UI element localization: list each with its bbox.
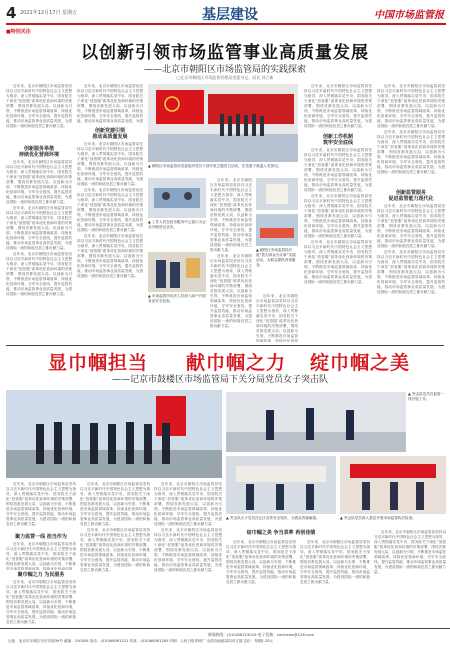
article1-heading-2: 创新党建引领 推动高质量发展 [92,128,128,140]
paragraph: 近年来，北京市朝阳区市场监管局坚持以习近平新时代中国特色社会主义思想为指导，深入贯彻落实党中央、国务院关于深化“放管服”改革优化营商环境的决策部署，围绕首都发展大局，以创新为引领，不断推进市场监管领域改革，持续优化营商环境，守牢安全底线，提升监管效能，推动市场监管事业高质量发展，为建设国际一流的和谐宜居之都贡献力量。 [377,204,445,248]
photo-caption: ▲ 突击队党员在监管一线开展工作。 [408,392,445,401]
paragraph: 近年来，北京市朝阳区市场监管局坚持以习近平新时代中国特色社会主义思想为指导，深入贯彻落实党中央、国务院关于深化“放管服”改革优化营商环境的决策部署，围绕首都发展大局，以创新为引领，不断推进市场监管领域改革，持续优化营商环境，守牢安全底线，提升监管效能，推动市场监管事业高质量发展，为建设国际一流的和谐宜居之都贡献力量。 [377,250,445,294]
paragraph: 近年来，北京市朝阳区市场监管局坚持以习近平新时代中国特色社会主义思想为指导，深入贯彻落实党中央、国务院关于深化“放管服”改革优化营商环境的决策部署，围绕首都发展大局，以创新为引领，不断推进市场监管领域改革，持续优化营商环境，守牢安全底线，提升监管效能，推动市场监管事业高质量发展，为建设国际一流的和谐宜居之都贡献力量。 [304,84,372,128]
market-check-photo [226,456,336,514]
article-divider [6,345,444,346]
team-group-photo [6,390,222,478]
article1-heading-3: 创新工作机制 筑牢安全底线 [322,134,353,146]
paragraph: 近年来，北京市朝阳区市场监管局坚持以习近平新时代中国特色社会主义思想为指导，深入贯彻落实党中央、国务院关于深化“放管服”改革优化营商环境的决策部署，围绕首都发展大局，以创新为引领，不断推进市场监管领域改革，持续优化营商环境， [6,542,76,570]
article2-title-left: 显巾帼担当 [48,352,149,374]
section-tag: ■特别关注 [6,29,31,35]
article1-heading-4: 创新监管服务 促进监管能力现代化 [388,190,434,202]
paragraph: 近年来，北京市朝阳区市场监管局坚持以习近平新时代中国特色社会主义思想为指导，深入贯彻落实党中央、国务院关于深化“放管服”改革优化营商环境的决策部署，围绕首都发展大局，以创新为引领，不断推进市场监管领域改革，持续优化营商环境，守牢安全底线，提升监管效能，推动市场监管事业高质量发展，为建设国际一流的和谐宜居之都贡献力量。 [6,580,76,624]
article1-col4b-text [304,148,372,342]
article2-col2-text [80,482,150,626]
article2-title-mid: 献巾帼之力 [186,352,287,374]
paragraph: 近年来，北京市朝阳区市场监管局坚持以习近平新时代中国特色社会主义思想为指导，深入贯彻落实党中央、国务院关于深化“放管服”改革优化营商环境的决策部署，围绕首都发展大局，以创新为引领，不断推进市场监管领域改革，持续优化营商环境，守牢安全底线，提升监管效能，推动市场监管事业高质量发展，为建设国际一流的和谐宜居之都贡献力量。 [374,530,446,574]
article2-col1c-text [6,580,76,626]
article1-author: □北京市朝阳区市场监督管理局党委书记、局长 刘立新 [176,75,274,80]
article1-col1b-text [6,160,72,342]
article2-col1b-text [6,542,76,570]
photo-caption: ▲ 市场监管所执法人员深入商户开展食品安全检查。 [148,294,206,303]
paragraph: 近年来，北京市朝阳区市场监管局坚持以习近平新时代中国特色社会主义思想为指导，深入贯彻落实党中央、国务院关于深化“放管服”改革优化营商环境的决策部署，围绕首都发展大局，以创新为引领，不断推进市场监管领域改革，持续优化营商环境，守牢安全底线，提升监管效能，推动市场监管事业高质量发展，为建设国际一流的和谐宜居之都贡献力量。 [304,240,372,284]
article2-col4-text [226,540,296,626]
article2-heading-3: 绽巾帼之美 争当表率 再创佳绩 [246,530,316,536]
article1-heading-1: 创新服务举措 持续优化营商环境 [18,146,59,158]
paragraph: 近年来，北京市朝阳区市场监管局坚持以习近平新时代中国特色社会主义思想为指导，深入贯彻落实党中央、国务院关于深化“放管服”改革优化营商环境的决策部署，围绕首都发展大局，以创新为引领，不断推进市场监管领域改革，持续优化营商环境，守牢安全底线，提升监管效能，推动市场监管事业高质量发展，为建设国际一流的和谐宜居之都贡献力量。 [226,540,296,584]
paragraph: 近年来，北京市朝阳区市场监管局坚持以习近平新时代中国特色社会主义思想为指导，深入贯彻落实党中央、国务院关于深化“放管服”改革优化营商环境的决策部署，围绕首都发展大局，以创新为引领，不断推进市场监管领域改革，持续优化营商环境，守牢安全底线，提升监管效能，推动市场监管事业高质量发展，为建设国际一流的和谐宜居之都贡献力量。 [6,482,76,526]
paragraph: 近年来，北京市朝阳区市场监管局坚持以习近平新时代中国特色社会主义思想为指导，深入贯彻落实党中央、国务院关于深化“放管服”改革优化营商环境的决策部署，围绕首都发展大局，以创新为引领，不断推进市场监管领域改革，持续优化营商环境，守牢安全底线，提升监管效能，推动市场监管事业高质量发展，为建设国际一流的和谐宜居之都贡献力量。 [6,160,72,204]
article1-col3-text [210,178,252,342]
article1-col4-text [304,84,372,132]
article1-col5-text [377,84,445,186]
street-work-photo [226,392,406,452]
paragraph: 近年来，北京市朝阳区市场监管局坚持以习近平新时代中国特色社会主义思想为指导，深入贯彻落实党中央、国务院关于深化“放管服”改革优化营商环境的决策部署，围绕首都发展大局，以创新为引领，不断推进市场监管领域改革，持续优化营商环境，守牢安全底线，提升监管效能，推动市场监管事业高质量发展，为建设国际一流的和谐宜居之都贡献力量。 [304,148,372,192]
article2-subtitle: ——记京市鼓楼区市场监管局下关分局党员女子突击队 [112,375,329,385]
paragraph: 近年来，北京市朝阳区市场监管局坚持以习近平新时代中国特色社会主义思想为指导，深入贯彻落实党中央、国务院关于深化“放管服”改革优化营商环境的决策部署，围绕首都发展大局，以创新为引领，不断推进市场监管领域改革，持续优化营商 [256,294,298,342]
paragraph: 近年来，北京市朝阳区市场监管局坚持以习近平新时代中国特色社会主义思想为指导，深入贯彻落实党中央、国务院关于深化“放管服”改革优化营商环境的决策部署，围绕首都发展大局，以创新为引领，不断推进市场监管领域改革，持续优化营商环境，守牢安全底线，提升监管效能，推动市场监管事业高质量发展，为建设国际一流的和谐宜居之都贡献力量。 [77,234,143,278]
article2-heading-1: 聚力监管一线 担当作为 [15,534,67,540]
article1-col1-text [6,84,72,144]
article1-col3b-text [256,294,298,342]
footer-hotline: 新闻热线：(010)66123019 电子信箱：cmrnews@126.com [208,632,315,637]
page-number: 4 [6,4,17,22]
page-header [6,4,446,26]
article1-col2b-text [77,142,143,342]
article1-subtitle: ——北京市朝阳区市场监管局的实践探索 [143,65,306,75]
paragraph: 近年来，北京市朝阳区市场监管局坚持以习近平新时代中国特色社会主义思想为指导，深入贯彻落实党中央、国务院关于深化“放管服”改革优化营商环境的决策部署，围绕首都发展大局，以创新为引领，不断推进市场监管领域改革，持续优化营商环境，守牢安全底线，提升监管效能，推动市场监管事业高质量发展，为建设国际一流的和谐宜居之都贡献力量。 [6,206,72,250]
footer-address: 社址：北京市东城区东长安街39号 邮编：100006 电话：(010)68561221 传真：(010)68561265 印刷：人民日报印刷厂 全国各地邮局均可订阅 定价：每期1.20元 [8,639,274,643]
paragraph: 近年来，北京市朝阳区市场监管局坚持以习近平新时代中国特色社会主义思想为指导，深入贯彻落实党中央、国务院关于深化“放管服”改革优化营商环境的决策部署，围绕首都发展大局，以创新为引领，不断推进市场监管领域改革，持续优化营商环境，守牢安全底线，提升监管效能，推动市场监管事业高质量发展，为建设国际一流的和谐宜居之都贡献力量。 [80,482,150,526]
paragraph: 近年来，北京市朝阳区市场监管局坚持以习近平新时代中国特色社会主义思想为指导，深入贯彻落实党中央、国务院关于深化“放管服”改革优化营商环境的决策部署，围绕首都发展大局，以创新为引领，不断推进市场监管领域改革，持续优化营商环境，守牢安全底线，提升监管效能，推动市场监管事业高质量发展，为建 [77,84,143,123]
article2-col3-text [154,482,222,626]
article2-heading-2: 聚巾帼之力 为民服务 [17,572,65,578]
paragraph: 近年来，北京市朝阳区市场监管局坚持以习近平新时代中国特色社会主义思想为指导，深入贯彻落实党中央、国务院关于深化“放管服”改革优化营商环境的决策部署，围绕首都发展大局，以创新为引领，不断推进市场监管领域改革，持续优化营商环境，守牢安全底线，提升监管效能，推动市场监管事业高质量发展，为建设国际一流的和谐宜居之都贡献力量。 [377,84,445,128]
page-footer [0,628,450,648]
paragraph: 近年来，北京市朝阳区市场监管局坚持以习近平新时代中国特色社会主义思想为指导，深入贯彻落实党中央、国务院关于深化“放管服”改革优化营商环境的决策部署，围绕首都发展大局，以创新为引领，不断推进市场监管领域改革，持续优化营商环境，守牢安全底线，提升监管效能，推动市场监管事业高质量发展，为建设国际一流的和谐宜居之都贡献力量。 [80,528,150,572]
article1-title: 以创新引领市场监管事业高质量发展 [81,43,369,63]
paragraph: 近年来，北京市朝阳区市场监管局坚持以习近平新时代中国特色社会主义思想为指导，深入贯彻落实党中央、国务院关于深化“放管服”改革优化营商环境的决策部署，围绕首都发展大局，以创新为引领，不断推进市场监管领域改革，持续优化营商环境，守牢安全底线，提升监管效能，推动市场监管事业高质量发展，为建设国际一流的和谐宜居之都贡献力量。 [377,130,445,174]
newspaper-logo: 中国市场监管报 [374,10,444,21]
article2-col5-text [300,540,370,626]
article1-col2-text [77,84,143,124]
paragraph: 近年来，北京市朝阳区市场监管局坚持以习近平新时代中国特色社会主义思想为指导，深入贯彻落实党中央、国务院关于深化“放管服”改革优化营商环境的决策部署，围绕首都发展大局，以创新为引领，不断推进市场监管领域改革，持续优化营商环境，守牢安全底线，提升监管效能，推动市场监管事业高质量发展，为建设国际一流的和谐宜居之都贡献力量。 [154,528,222,572]
photo-caption: ▲ 工作人员在政务服务中心窗口为企业办理登记业务。 [148,220,206,229]
certificate-photo [256,178,298,210]
article2-col1-text [6,482,76,532]
paragraph: 近年来，北京市朝阳区市场监管局坚持以习近平新时代中国特色社会主义思想为指导，深入贯彻落实党中央、国务院关于深化“放管服”改革优化营商环境的决策部署，围绕首都发展大局，以创新为引领，不断推进市场监管领域改革，持续优化营商环境，守牢安全底线，提升监管效能，推动市场监管事业高质量发展，为建设国际一流的和谐宜居之都贡献力量。 [304,194,372,238]
consultation-photo [256,214,298,246]
article2-title-end: 绽巾帼之美 [310,352,411,374]
party-flag-photo [148,84,298,162]
article1-col5b-text [377,204,445,342]
issue-date: 2021年12月17日 星期五 [20,10,78,16]
section-title: 基层建设 [202,7,258,23]
photo-caption: ▲ 突击队党员深入基层开展市场监管执法检查。 [340,516,416,520]
community-photo [340,456,446,514]
paragraph: 近年来，北京市朝阳区市场监管局坚持以习近平新时代中国特色社会主义思想为指导，深入贯彻落实党中央、国务院关于深化“放管服”改革优化营商环境的决策部署，围绕首都发展大局，以创新为引领，不断推进市场监管领域改革，持续优化营商环境，守牢安全底线，提升监管效能，推动市场监管事业高质量发展，为建设国际一流的和谐宜居之都贡献力量。 [300,540,370,584]
paragraph: 近年来，北京市朝阳区市场监管局坚持以习近平新时代中国特色社会主义思想为指导，深入贯彻落实党中央、国务院关于深化“放管服”改革优化营商环境的决策部署，围绕首都发展大局，以创新为引领，不断推进市场监管领域改革，持续优化营商环境，守牢安全底线，提升监管效能，推动市场监管事业高质量发展，为建设国际一流的和谐宜居之都贡献力量。 [154,482,222,526]
header-rule [6,23,446,25]
inspection-photo [148,252,206,292]
service-window-photo [148,178,206,218]
article2-col6-text [374,530,446,626]
paragraph: 近年来，北京市朝阳区市场监管局坚持以习近平新时代中国特色社会主义思想为指导，深入贯彻落实党中央、国务院关于深化“放管服”改革优化营商环境的决策部署，围绕首都发展大局，以创新为引领，不断推进市场监管领域改革，持续优化营商环境，守牢安全底线，提升监管效能，推动市场监管事业高质量发展，为建设国际一流的和谐宜居之都贡献力量。 [77,142,143,186]
paragraph: 近年来，北京市朝阳区市场监管局坚持以习近平新时代中国特色社会主义思想为指导，深入贯彻落实党中央、国务院关于深化“放管服”改革优化营商环境的决策部署，围绕首都发展大局，以创新为引领，不断推进市场监管领域改革，持续优化营商环境，守牢安全底线，提升监管效能，推动市场监管事业高质量发展，为建设国际一流的和谐宜居之都贡献力量。 [6,84,72,128]
paragraph: 近年来，北京市朝阳区市场监管局坚持以习近平新时代中国特色社会主义思想为指导，深入贯彻落实党中央、国务院关于深化“放管服”改革优化营商环境的决策部署，围绕首都发展大局，以创新为引领，不断推进市场监管领域改革，持续优化营商环境，守牢安全底线，提升监管效能，推动市场监管事业高质量发展，为建设国际一流的和谐宜居之都贡献力量。 [77,188,143,232]
photo-caption: ▲ 朝阳区市场监管局开展“我为群众办实事”实践活动，为群众提供咨询服务。 [256,248,296,267]
paragraph: 近年来，北京市朝阳区市场监管局坚持以习近平新时代中国特色社会主义思想为指导，深入贯彻落实党中央、国务院关于深化“放管服”改革优化营商环境的决策部署，围绕首都发展大局，以创新为引领，不断推进市场监管领域改革，持续优化营商环境，守牢安全底线，提升监管效能，推动市场监管事业高质量发展，为建设国际一流的和谐宜居之都贡献力量。 [210,178,252,252]
paragraph: 近年来，北京市朝阳区市场监管局坚持以习近平新时代中国特色社会主义思想为指导，深入贯彻落实党中央、国务院关于深化“放管服”改革优化营商环境的决策部署，围绕首都发展大局，以创新为引领，不断推进市场监管领域改革，持续优化营商环境，守牢安全底线，提升监管效能，推动市场监管事业高质量发展，为建设国际一流的和谐宜居之都贡献力量。 [210,254,252,328]
paragraph: 近年来，北京市朝阳区市场监管局坚持以习近平新时代中国特色社会主义思想为指导，深入贯彻落实党中央、国务院关于深化“放管服”改革优化营商环境的决策部署，围绕首都发展大局，以创新为引领，不断推进市场监管领域改革，持续优化营商环境，守牢安全底线，提升监管效能，推动市场监管事业高质量发展，为建设国际一流的和谐宜居之都贡献力量。 [6,252,72,296]
photo-caption: ▲ 突击队女子党员在社区宣传安全知识，为群众答疑解惑。 [226,516,320,520]
photo-caption: ▲ 朝阳区市场监管局党委组织党员干部开展主题党日活动，在党旗下重温入党誓词。 [148,164,282,168]
article2-banner [0,348,450,388]
